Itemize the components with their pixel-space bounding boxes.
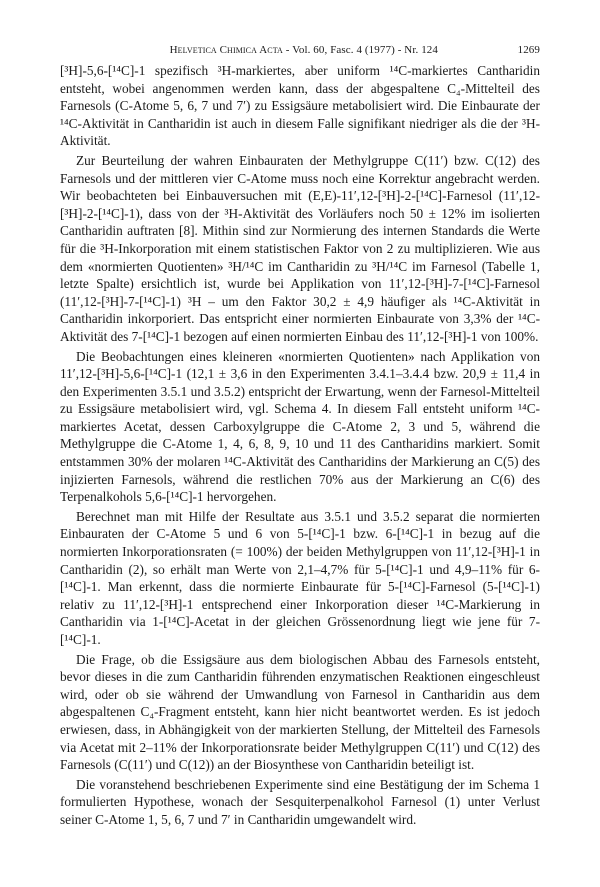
running-head-journal [60,44,518,56]
journal-page [60,44,540,831]
page-number: 1269 [517,44,540,56]
paragraph-1: [³H]-5,6-[¹⁴C]-1 spezifisch ³H-markiertes, aber uniform ¹⁴C-markiertes Cantharidin entsteht, wobei angenommen werden kann, dass der abgespaltene C₄-Mittelteil des Farnesols (C-Atome 5, 6, 7 und 7′) zu Essigsäure metabolisiert wird. Die Einbaurate der ¹⁴C-Aktivität in Cantharidin ist auch in diesem Falle signifikant niedriger als die der ³H-Aktivität. [60,63,540,149]
paragraph-6: Die voranstehend beschriebenen Experimente sind eine Bestätigung der im Schema 1 formulierten Hypothese, wonach der Sesquiterpenalkohol Farnesol (1) unter Verlust seiner C-Atome 1, 5, 6, 7 und 7′ in Cantharidin umgewandelt wird. [60,776,540,827]
body-text [60,62,540,829]
issue-info: - Vol. 60, Fasc. 4 (1977) - Nr. 124 [282,44,439,56]
paragraph-4: Berechnet man mit Hilfe der Resultate aus 3.5.1 und 3.5.2 separat die normierten Einbauraten der C-Atome 5 und 6 von 5-[¹⁴C]-1 bzw. 6-[¹⁴C]-1 in bezug auf die normierten Inkorporationsraten (= 100%) der beiden Methylgruppen von 11′,12-[³H]-1 in Cantharidin (2), so erhält man Werte von 2,1–4,7% für 5-[¹⁴C]-1 und 4,9–11% für 6-[¹⁴C]-1. Man erkennt, dass die normierte Einbaurate für 5-[¹⁴C]-Farnesol (5-[¹⁴C]-1) relativ zu 11′,12-[³H]-1 entsprechend einer Inkorporation dieser ¹⁴C-Markierung in Cantharidin via 1-[¹⁴C]-Acetat in der gleichen Grössenordnung liegt wie jene für 7-[¹⁴C]-1. [60,508,540,647]
paragraph-3: Die Beobachtungen eines kleineren «normierten Quotienten» nach Applikation von 11′,12-[³H]-5,6-[¹⁴C]-1 (12,1 ± 3,6 in den Experimenten 3.4.1–3.4.4 bzw. 20,9 ± 11,4 in den Experimenten 3.5.1 und 3.5.2) entspricht der Erwartung, wenn der Farnesol-Mittelteil zu Essigsäure metabolisiert wird, vgl. Schema 4. In diesem Fall entsteht uniform ¹⁴C-markiertes Acetat, dessen Carboxylgruppe die C-Atome 2, 3 und 5, während die Methylgruppe die C-Atome 1, 4, 6, 8, 9, 10 und 11 des Cantharidins markiert. Somit entstammen 30% der molaren ¹⁴C-Aktivität des Cantharidins der Markierung an C(5) des injizierten Farnesols, während die restlichen 70% aus der Markierung an C(6) des Terpenalkohols 5,6-[¹⁴C]-1 hervorgehen. [60,348,540,505]
paragraph-2: Zur Beurteilung der wahren Einbauraten der Methylgruppe C(11′) bzw. C(12) des Farnesols und der mittleren vier C-Atome muss noch eine Korrektur angebracht werden. Wir beobachteten bei Einbauversuchen mit (E,E)-11′,12-[³H]-2-[¹⁴C]-Farnesol (11′,12-[³H]-2-[¹⁴C]-1), dass von der ³H-Aktivität des Vorläufers noch 50 ± 12% im isolierten Cantharidin auftraten [8]. Mithin sind zur Normierung des internen Standards die Werte für die ³H-Inkorporation mit einem statistischen Faktor von 2 zu multiplizieren. Wie aus dem «normierten Quotienten» ³H/¹⁴C im Cantharidin zu ³H/¹⁴C im Farnesol (Tabelle 1, letzte Spalte) ersichtlich ist, wurde bei Applikation von 11′,12-[³H]-7-[¹⁴C]-Farnesol (11′,12-[³H]-7-[¹⁴C]-1) ³H – um den Faktor 30,2 ± 4,9 häufiger als ¹⁴C-Aktivität in Cantharidin inkorporiert. Das entspricht einer normierten Einbaurate von 3,3% der ¹⁴C-Aktivität des 7-[¹⁴C]-1 bezogen auf einen normierten Einbau des 11′,12-[³H]-1 von 100%. [60,152,540,344]
running-header [60,44,540,56]
paragraph-5: Die Frage, ob die Essigsäure aus dem biologischen Abbau des Farnesols entsteht, bevor dieses in die zum Cantharidin führenden enzymatischen Reaktionen eingeschleust wird, oder ob sie während der Umwandlung von Farnesol in Cantharidin aus dem abgespaltenen C₄-Fragment entsteht, kann hier nicht beantwortet werden. Es ist jedoch erwiesen, dass, in Abhängigkeit von der markierten Stellung, der Mittelteil des Farnesols via Acetat mit 2–11% der Inkorporationsrate beider Methylgruppen C(11′) und C(12) des Farnesols (C(11′) und C(12)) an der Biosynthese von Cantharidin beteiligt ist. [60,651,540,773]
journal-name: Helvetica Chimica Acta [169,44,283,56]
